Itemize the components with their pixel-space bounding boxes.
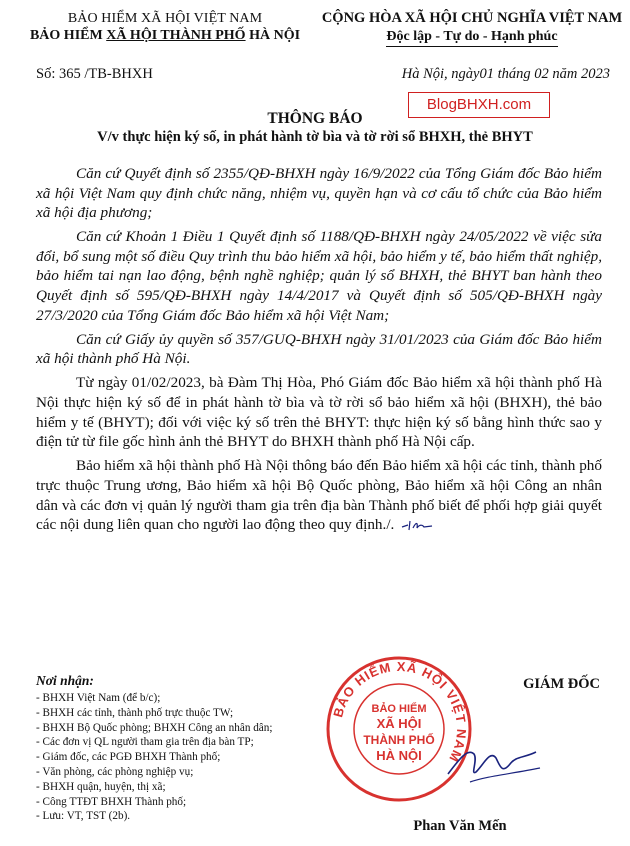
document-title: THÔNG BÁO <box>267 110 363 127</box>
recipient-item: - BHXH Việt Nam (để b/c); <box>36 692 161 704</box>
body-paragraph-2: Bảo hiểm xã hội thành phố Hà Nội thông báo đến Bảo hiểm xã hội các tỉnh, thành phố trực thuộc Trung ương, Bảo hiểm xã hội Bộ Quốc phòng, Bảo hiểm xã hội Công an nhân dân và các đơn vị quản lý người tham gia trên địa bàn Thành phố biết để phối hợp giải quyết các nội dung liên quan cho người lao động theo quy định./. <box>36 457 602 534</box>
recipient-item: - BHXH các tỉnh, thành phố trực thuộc TW; <box>36 706 234 719</box>
recipients-title: Nơi nhận: <box>36 673 94 688</box>
place-and-date: Hà Nội, ngày01 tháng 02 năm 2023 <box>401 66 610 82</box>
watermark-label: BlogBHXH.com <box>408 92 550 118</box>
recipient-item: - Các đơn vị QL người tham gia trên địa bàn TP; <box>36 736 254 749</box>
document-number: Số: 365 /TB-BHXH <box>36 66 153 82</box>
body-paragraph-1: Từ ngày 01/02/2023, bà Đàm Thị Hòa, Phó Giám đốc Bảo hiểm xã hội thành phố Hà Nội thực hiện ký số để in phát hành tờ bìa và tờ rời sổ bảo hiểm xã hội (BHXH), thẻ bảo hiểm y tế (BHYT); đối với việc ký số trên thẻ BHYT: thực hiện ký số bằng hình thức sao y điện tử từ file gốc hình ảnh thẻ BHYT do BHXH thành phố Hà Nội cấp. <box>36 374 602 451</box>
parent-agency: BẢO HIỂM XÃ HỘI VIỆT NAM <box>67 11 263 26</box>
seal-line: BẢO HIỂM <box>371 703 427 715</box>
issuing-agency-name: BẢO HIỂM XÃ HỘI THÀNH PHỐ HÀ NỘI <box>29 28 301 43</box>
initials-signature-icon <box>400 519 434 533</box>
seal-line: HÀ NỘI <box>376 748 422 763</box>
legal-basis-2: Căn cứ Khoản 1 Điều 1 Quyết định số 1188/QĐ-BHXH ngày 24/05/2022 về việc sửa đổi, bổ sung một số điều Quy trình thu bảo hiểm xã hội, bảo hiểm y tế, bảo hiểm thất nghiệp, bảo hiểm tai nạn lao động, bệnh nghề nghiệp; quản lý sổ BHXH, thẻ BHYT ban hành theo Quyết định số 595/QĐ-BHXH ngày 14/4/2017 và Quyết định số 505/QĐ-BHXH ngày 27/3/2020 của Tổng Giám đốc Bảo hiểm xã hội Việt Nam; <box>36 228 602 324</box>
legal-basis-1: Căn cứ Quyết định số 2355/QĐ-BHXH ngày 16/9/2022 của Tổng Giám đốc Bảo hiểm xã hội Việt Nam quy định chức năng, nhiệm vụ, quyền hạn và cơ cấu tổ chức của Bảo hiểm xã hội địa phương; <box>36 165 602 222</box>
signer-name: Phan Văn Mến <box>413 818 507 834</box>
recipients-list <box>36 691 336 824</box>
seal-line: THÀNH PHỐ <box>363 733 435 747</box>
signer-title: GIÁM ĐỐC <box>523 676 600 692</box>
document-body <box>36 164 602 539</box>
country-name: CỘNG HÒA XÃ HỘI CHỦ NGHĨA VIỆT NAM <box>321 10 623 26</box>
national-motto <box>316 10 628 47</box>
recipient-item: - Lưu: VT, TST (2b). <box>36 810 131 823</box>
recipient-item: - BHXH quận, huyện, thị xã; <box>36 780 166 793</box>
motto: Độc lập - Tự do - Hạnh phúc <box>386 28 557 47</box>
document-subject: V/v thực hiện ký số, in phát hành tờ bìa và tờ rời sổ BHXH, thẻ BHYT <box>97 129 533 145</box>
recipient-item: - Giám đốc, các PGĐ BHXH Thành phố; <box>36 751 221 764</box>
seal-line: XÃ HỘI <box>376 716 422 731</box>
recipient-item: - BHXH Bộ Quốc phòng; BHXH Công an nhân dân; <box>36 721 273 734</box>
recipient-item: - Công TTĐT BHXH Thành phố; <box>36 795 187 808</box>
recipient-item: - Văn phòng, các phòng nghiệp vụ; <box>36 765 194 778</box>
recipients-block <box>36 673 336 824</box>
legal-basis-3: Căn cứ Giấy ủy quyền số 357/GUQ-BHXH ngày 31/01/2023 của Giám đốc Bảo hiểm xã hội thành phố Hà Nội. <box>36 330 602 368</box>
seal-ring-text: BẢO HIỂM XÃ HỘI VIỆT NAM <box>330 658 470 766</box>
issuing-agency <box>10 10 320 45</box>
handwritten-signature-icon <box>440 728 550 798</box>
